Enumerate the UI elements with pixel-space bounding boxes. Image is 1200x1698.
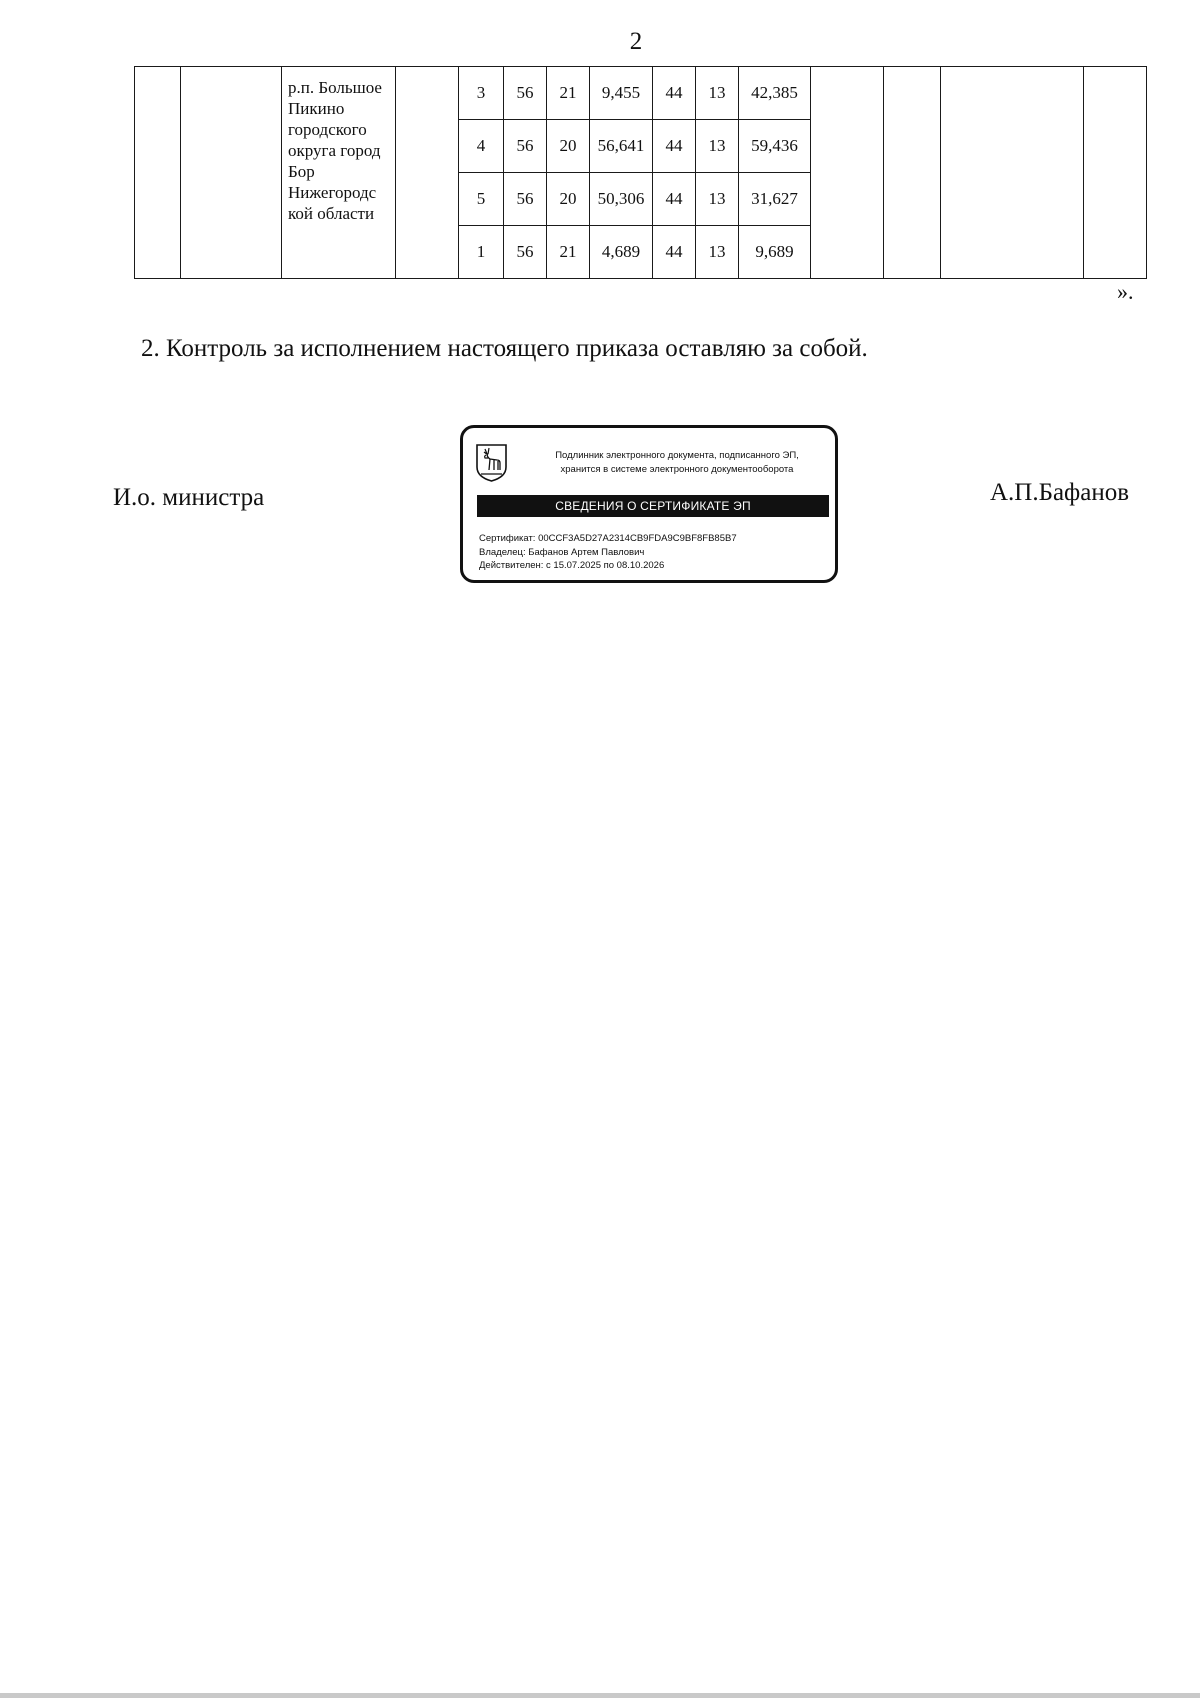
table-cell: 59,436 — [739, 120, 811, 173]
place-name-line: Бор — [288, 162, 315, 181]
certificate-owner: Владелец: Бафанов Артем Павлович — [479, 546, 645, 558]
certificate-validity: Действителен: с 15.07.2025 по 08.10.2026 — [479, 560, 665, 571]
certificate-details — [479, 532, 737, 573]
control-paragraph: 2. Контроль за исполнением настоящего приказа оставляю за собой. — [141, 335, 868, 362]
certificate-header: СВЕДЕНИЯ О СЕРТИФИКАТЕ ЭП — [477, 495, 829, 517]
place-name-line: городского — [288, 120, 367, 139]
empty-cell — [135, 67, 181, 279]
stamp-notice — [521, 449, 833, 477]
table-cell: 13 — [696, 173, 739, 226]
empty-cell — [941, 67, 1084, 279]
table-cell: 1 — [459, 226, 504, 279]
table-cell: 21 — [547, 226, 590, 279]
place-name-line: кой области — [288, 204, 375, 223]
page-number: 2 — [629, 28, 643, 55]
table-cell: 44 — [653, 226, 696, 279]
empty-cell — [1084, 67, 1147, 279]
table-cell: 13 — [696, 120, 739, 173]
place-name-line: Пикино — [288, 99, 345, 118]
coat-of-arms-icon — [475, 443, 508, 483]
table-cell: 13 — [696, 226, 739, 279]
empty-cell — [884, 67, 941, 279]
closing-quote: ». — [1117, 279, 1134, 304]
table-cell: 9,689 — [739, 226, 811, 279]
data-table — [134, 66, 1147, 279]
table-cell: 20 — [547, 120, 590, 173]
signatory-title: И.о. министра — [113, 484, 265, 511]
table-cell: 56 — [504, 120, 547, 173]
table-cell: 42,385 — [739, 67, 811, 120]
place-name-line: р.п. Большое — [288, 78, 382, 97]
table-cell: 56,641 — [590, 120, 653, 173]
certificate-number: Сертификат: 00CCF3A5D27A2314CB9FDA9C9BF8FB85B7 — [479, 533, 737, 544]
table-cell: 56 — [504, 67, 547, 120]
place-name-line: округа город — [288, 141, 381, 160]
electronic-signature-stamp — [460, 425, 838, 583]
place-name-cell — [282, 67, 396, 279]
stamp-notice-line-2: хранится в системе электронного документооборота — [560, 464, 794, 475]
table-cell: 13 — [696, 67, 739, 120]
table-cell: 5 — [459, 173, 504, 226]
table-cell: 4,689 — [590, 226, 653, 279]
table-cell: 44 — [653, 67, 696, 120]
table-cell: 56 — [504, 173, 547, 226]
table-cell: 44 — [653, 120, 696, 173]
signatory-name: А.П.Бафанов — [990, 479, 1130, 506]
table-cell: 44 — [653, 173, 696, 226]
table-body — [135, 67, 1147, 279]
table-cell: 21 — [547, 67, 590, 120]
table-cell: 31,627 — [739, 173, 811, 226]
empty-cell — [181, 67, 282, 279]
table-cell: 3 — [459, 67, 504, 120]
stamp-notice-line-1: Подлинник электронного документа, подписанного ЭП, — [555, 450, 799, 461]
empty-cell — [811, 67, 884, 279]
table-cell: 56 — [504, 226, 547, 279]
table-row — [135, 67, 1147, 120]
table-cell: 20 — [547, 173, 590, 226]
place-name-line: Нижегородс — [288, 183, 377, 202]
table-cell: 9,455 — [590, 67, 653, 120]
table-cell: 4 — [459, 120, 504, 173]
table-cell: 50,306 — [590, 173, 653, 226]
empty-cell — [396, 67, 459, 279]
